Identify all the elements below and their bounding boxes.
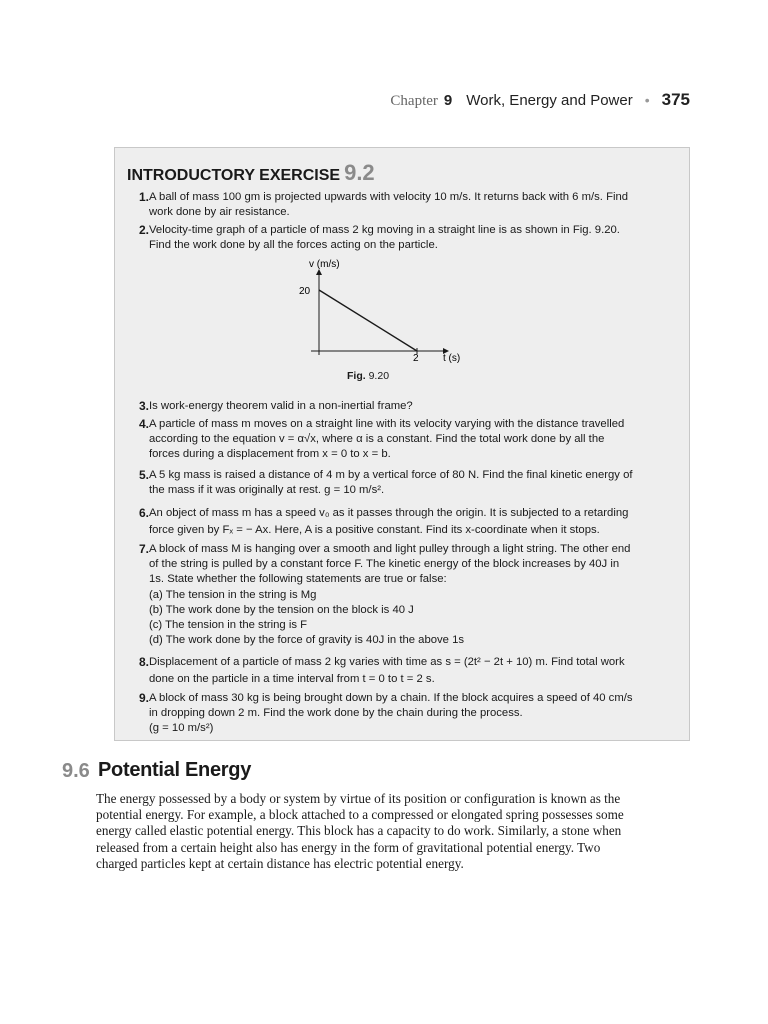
chapter-title: Work, Energy and Power (466, 92, 633, 109)
question-number: 2. (138, 223, 149, 237)
paragraph-line: energy called elastic potential energy. This block has a capacity to do work. Similarly, a stone when (96, 823, 622, 839)
question-line: done on the particle in a time interval from t = 0 to t = 2 s. (149, 673, 435, 686)
velocity-time-graph (285, 253, 505, 383)
question-line: of the string is pulled by a constant force F. The kinetic energy of the block increases by 40J in (149, 558, 620, 571)
y-axis-label: v (m/s) (309, 259, 340, 270)
question-line: force given by Fₓ = − Ax. Here, A is a positive constant. Find its x-coordinate when it stops. (149, 524, 600, 537)
figure-caption-prefix: Fig. (347, 370, 366, 382)
question-line: A particle of mass m moves on a straight line with its velocity varying with the distance travelled (149, 418, 625, 430)
exercise-title: INTRODUCTORY EXERCISE (127, 167, 341, 184)
question-number: 3. (138, 399, 149, 413)
question-number: 8. (138, 655, 149, 669)
x-tick-label: 2 (413, 353, 419, 364)
paragraph-line: potential energy. For example, a block attached to a compressed or elongated spring possesses some (96, 807, 624, 823)
question-line: according to the equation v = α√x, where α is a constant. Find the total work done by all the (149, 433, 605, 446)
question-line: Find the work done by all the forces acting on the particle. (149, 239, 438, 252)
page-number: 375 (661, 90, 690, 109)
question-line: work done by air resistance. (149, 206, 290, 219)
question-line: Is work-energy theorem valid in a non-inertial frame? (149, 400, 413, 412)
figure-caption (347, 370, 389, 382)
chapter-word: Chapter (390, 93, 438, 109)
question-line: (c) The tension in the string is F (149, 619, 308, 632)
question-line: 1s. State whether the following statements are true or false: (149, 573, 447, 586)
question-line: (d) The work done by the force of gravity is 40J in the above 1s (149, 634, 465, 647)
section-paragraph (96, 791, 692, 872)
question-line: (a) The tension in the string is Mg (149, 588, 317, 601)
exercise-heading (127, 160, 375, 186)
figure-caption-number: 9.20 (368, 370, 390, 382)
x-axis-label: t (s) (443, 353, 461, 364)
question-line: (g = 10 m/s²) (149, 722, 214, 735)
section-number: 9.6 (62, 760, 90, 782)
exercise-number: 9.2 (344, 160, 375, 185)
question-line: An object of mass m has a speed v₀ as it passes through the origin. It is subjected to a retarding (149, 507, 629, 519)
paragraph-line: The energy possessed by a body or system by virtue of its position or configuration is known as the (96, 791, 621, 806)
exercise-box (114, 147, 690, 741)
header-separator: • (644, 92, 650, 108)
question-line: Displacement of a particle of mass 2 kg varies with time as s = (2t² − 2t + 10) m. Find total work (149, 656, 625, 668)
question-number: 4. (138, 417, 149, 431)
question-line: forces during a displacement from x = 0 to x = b. (149, 448, 391, 461)
question-number: 6. (138, 506, 149, 520)
question-line: the mass if it was originally at rest. g = 10 m/s². (149, 484, 385, 497)
velocity-line (319, 290, 417, 351)
question-number: 7. (138, 542, 149, 556)
paragraph-line: charged particles kept at certain distance has electric potential energy. (96, 855, 464, 871)
question-number: 5. (138, 468, 149, 482)
chapter-number: 9 (443, 92, 453, 109)
paragraph-line: released from a certain height also has energy in the form of gravitational potential energy. Two (96, 839, 601, 855)
question-line: A ball of mass 100 gm is projected upwards with velocity 10 m/s. It returns back with 6 m/s. Find (149, 191, 629, 203)
question-line: Velocity-time graph of a particle of mass 2 kg moving in a straight line is as shown in Fig. 9.20. (149, 224, 620, 236)
question-line: in dropping down 2 m. Find the work done by the chain during the process. (149, 707, 523, 720)
running-header (390, 90, 690, 110)
question-line: (b) The work done by the tension on the block is 40 J (149, 603, 414, 616)
question-line: A block of mass M is hanging over a smooth and light pulley through a light string. The other end (149, 543, 631, 555)
question-line: A block of mass 30 kg is being brought down by a chain. If the block acquires a speed of 40 cm/s (149, 692, 633, 704)
question-number: 9. (138, 691, 149, 705)
y-tick-label: 20 (299, 286, 311, 297)
question-number: 1. (138, 190, 149, 204)
section-title: Potential Energy (98, 759, 252, 781)
question-line: A 5 kg mass is raised a distance of 4 m by a vertical force of 80 N. Find the final kinetic energy of (149, 469, 633, 481)
